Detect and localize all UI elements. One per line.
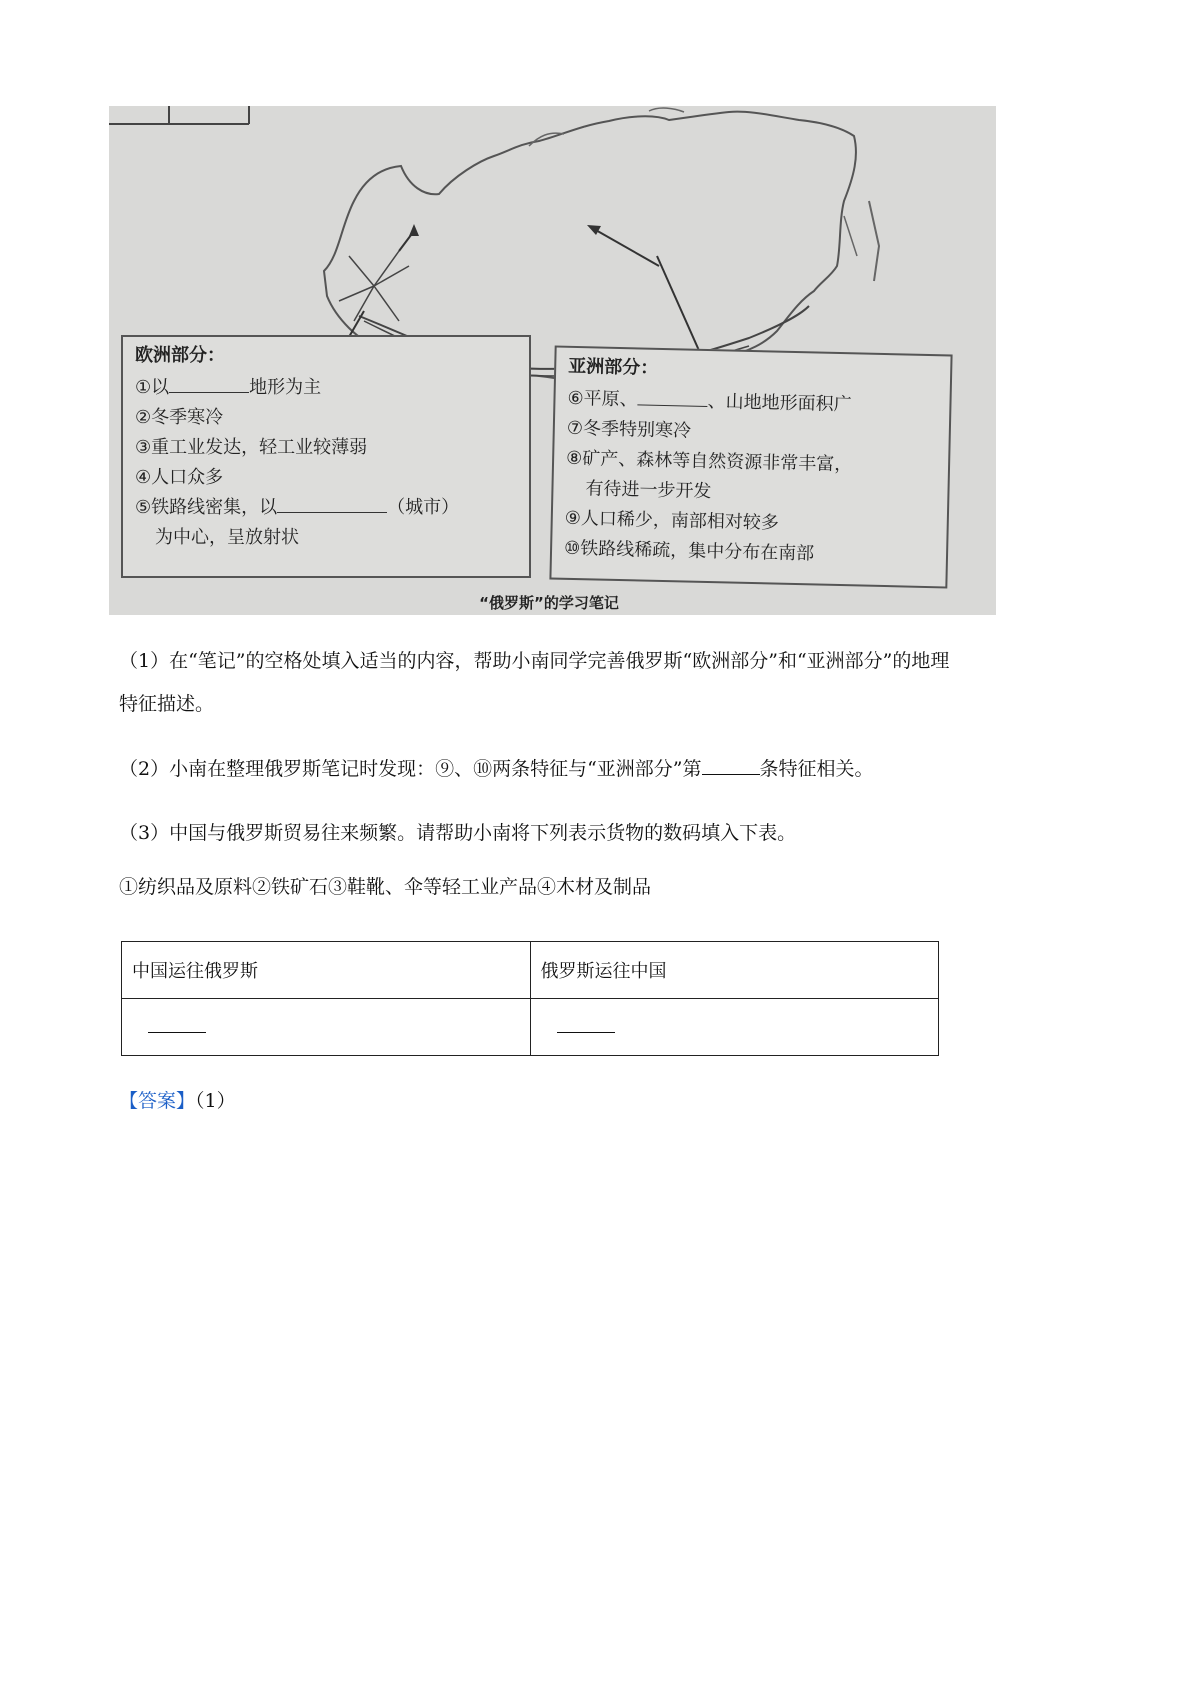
asia-item-8: ⑧矿产、森林等自然资源非常丰富， — [565, 447, 853, 476]
blank-line — [169, 374, 249, 393]
asia-item-10: ⑩铁路线稀疏，集中分布在南部 — [563, 537, 815, 565]
europe-item-3: ③重工业发达，轻工业较薄弱 — [135, 437, 368, 458]
answer-cell-china-to-russia — [122, 999, 531, 1056]
question-2-text: （2）小南在整理俄罗斯笔记时发现：⑨、⑩两条特征与“亚洲部分”第 — [119, 758, 702, 780]
asia-item-6: ⑥平原、 、山地地形面积广 — [567, 387, 852, 416]
header-china-to-russia: 中国运往俄罗斯 — [122, 942, 531, 999]
answer-tag: 【答案】 — [119, 1090, 196, 1112]
europe-item-4: ④人口众多 — [135, 467, 224, 488]
answer-blank — [557, 1018, 615, 1033]
question-2 — [119, 748, 1099, 791]
goods-list: ①纺织品及原料②铁矿石③鞋靴、伞等轻工业产品④木材及制品 — [119, 876, 652, 898]
answer-text: （1） — [195, 1090, 236, 1112]
notebook-photo — [109, 106, 996, 615]
table-row — [122, 999, 939, 1056]
europe-item-1: ①以 地形为主 — [135, 373, 517, 403]
blank-line — [638, 386, 708, 407]
question-2-tail: 条特征相关。 — [759, 758, 874, 780]
table-header-row — [122, 942, 939, 999]
europe-heading: 欧洲部分： — [135, 345, 225, 366]
blank-line — [277, 494, 387, 513]
asia-item-8-cont: 有待进一步开发 — [585, 478, 712, 503]
asia-item-7: ⑦冬季特别寒冷 — [566, 417, 692, 442]
header-russia-to-china: 俄罗斯运往中国 — [530, 942, 939, 999]
answer-blank — [148, 1018, 206, 1033]
answer-section — [119, 1086, 236, 1113]
europe-item-2: ②冬季寒冷 — [135, 407, 224, 428]
europe-item-5: ⑤铁路线密集，以 （城市） — [135, 493, 517, 523]
question-1-line-2: 特征描述。 — [119, 693, 215, 715]
asia-heading: 亚洲部分： — [567, 355, 659, 379]
asia-item-9: ⑨人口稀少，南部相对较多 — [564, 507, 780, 534]
europe-notes-box — [121, 335, 531, 578]
figure-caption: “俄罗斯”的学习笔记 — [479, 594, 619, 612]
answer-blank — [702, 752, 760, 775]
europe-item-5-cont: 为中心，呈放射状 — [155, 527, 299, 548]
answer-cell-russia-to-china — [530, 999, 939, 1056]
asia-notes-box — [549, 346, 952, 589]
question-3: （3）中国与俄罗斯贸易往来频繁。请帮助小南将下列表示货物的数码填入下表。 — [119, 822, 797, 844]
trade-table — [121, 941, 939, 1056]
question-1-line-1: （1）在“笔记”的空格处填入适当的内容，帮助小南同学完善俄罗斯“欧洲部分”和“亚洲部分”的地理 — [119, 650, 950, 672]
